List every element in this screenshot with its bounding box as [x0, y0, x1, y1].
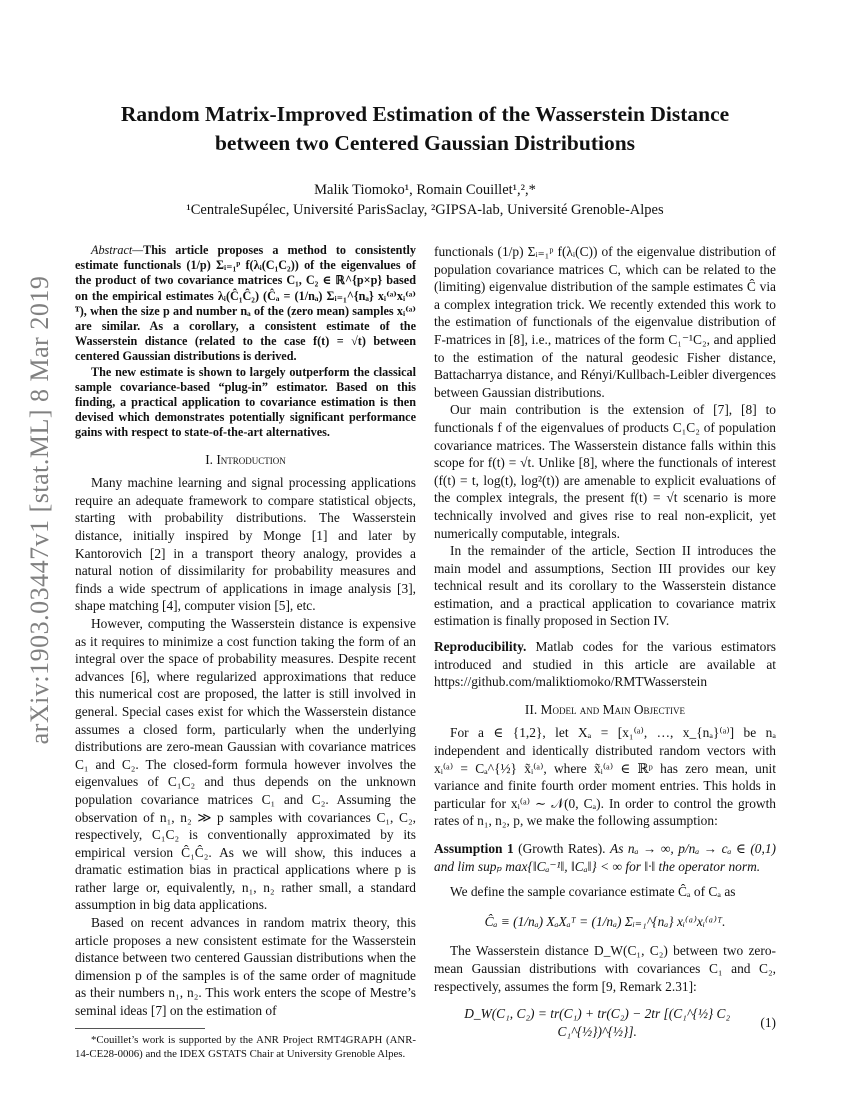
roadmap-paragraph: In the remainder of the article, Section II introduces the main model and assumptions, Section III provides our key technical result and its corollary to the Wasserstein distance estimation, and a practical application to covariance matrix estimation is finally proposed in Section IV.: [434, 543, 776, 629]
equation-sample-covariance: Ĉₐ ≡ (1/nₐ) XₐXₐᵀ = (1/nₐ) Σᵢ₌₁^{nₐ} xᵢ⁽ᵃ⁾xᵢ⁽ᵃ⁾ᵀ.: [484, 913, 726, 929]
spacer: [434, 630, 776, 638]
assumption-text: As nₐ → ∞, p/nₐ → cₐ ∈ (0,1) and lim supₚ max{‖Cₐ⁻¹‖, ‖Cₐ‖} < ∞ for ‖·‖ the operator norm.: [434, 841, 776, 874]
assumption-heading: Assumption 1: [434, 841, 514, 856]
model-paragraph-3: The Wasserstein distance D_W(C₁, C₂) between two zero-mean Gaussian distributions with covariances C₁ and C₂, respectively, assumes the form [9, Remark 2.31]:: [434, 943, 776, 994]
abstract-paragraph-2: The new estimate is shown to largely outperform the classical sample covariance-based “plug-in” estimator. Based on this finding, a practical application to covariance estimation is then devised which demonstrates potentially significant performance gains with respect to state-of-the-art alternatives.: [75, 364, 416, 440]
paper-title: [80, 100, 770, 158]
model-paragraph-2: We define the sample covariance estimate Ĉₐ of Cₐ as: [450, 884, 736, 900]
reproducibility-paragraph: [434, 638, 776, 691]
abstract-label: Abstract—: [91, 243, 144, 257]
contribution-paragraph: Our main contribution is the extension of [7], [8] to functionals f of the eigenvalues of products C₁C₂ of population covariance matrices. The Wasserstein distance falls within this scope for f(t) = √t. Unlike [8], where the functionals of interest (f(t) = t, log(t), log²(t)) are amenable to explicit evaluations of the complex integrals, the present f(t) = √t scenario is more technically involved and gives rise to real non-explicit, yet numerically computable, integrals.: [434, 402, 776, 541]
model-paragraph-1: For a ∈ {1,2}, let Xₐ = [x₁⁽ᵃ⁾, …, x_{nₐ}⁽ᵃ⁾] be nₐ independent and identically distributed random vectors with xᵢ⁽ᵃ⁾ = Cₐ^{½} x̃ᵢ⁽ᵃ⁾, where x̃ᵢ⁽ᵃ⁾ ∈ ℝᵖ has zero mean, unit variance and finite fourth order moment entries. This holds in particular for xᵢ⁽ᵃ⁾ ∼ 𝒩(0, Cₐ). In order to control the growth rates of n₁, n₂, p, we make the following assumption:: [434, 725, 776, 829]
reproducibility-label: Reproducibility.: [434, 639, 527, 655]
intro-paragraph-1: Many machine learning and signal processing applications require an adequate framework to compare statistical objects, starting with probability distributions. The Wasserstein distance, initially inspired by Monge [1] and later by Kantorovich [2] in a transport theory analogy, provides a natural notion of dissimilarity for probability measures and finds a wide spectrum of applications in image analysis [3], shape matching [4], computer vision [5], etc.: [75, 475, 416, 614]
spacer: [434, 875, 776, 883]
equation-wasserstein: [434, 1005, 776, 1040]
section-heading-model: II. Model and Main Objective: [524, 701, 686, 717]
footnote-funding: *Couillet’s work is supported by the ANR Project RMT4GRAPH (ANR-14-CE28-0006) and the IDEX GSTATS Chair at University Grenoble Alpes.: [75, 1033, 416, 1060]
title-line-1: Random Matrix-Improved Estimation of the Wasserstein Distance: [120, 102, 730, 126]
intro-paragraph-2: However, computing the Wasserstein distance is expensive as it requires to minimize a cost function taking the form of an integral over the space of probability measures. Despite recent advances [6], where regularized approximations that reduce this numerical cost are proposed, the latter is still involved in general. Special cases exist for which the Wasserstein distance assumes a closed form, particularly when the underlying distributions are zero-mean Gaussian with covariance matrices C₁ and C₂. The closed-form formula however involves the eigenvalues of C₁C₂ and thus depends on the unknown population covariance matrices C₁ and C₂. Assuming the observation of n₁, n₂ ≫ p samples with covariances C₁, C₂, respectively, C₁C₂ is conventionally approximated by its empirical version Ĉ₁Ĉ₂. As we will show, this induces a dramatic estimation bias in practical applications where p is rather large or, equivalently, n₁, n₂ rather small, a standard assumption in big data applications.: [75, 615, 416, 913]
arxiv-identifier: arXiv:1903.03447v1 [stat.ML] 8 Mar 2019: [25, 275, 54, 745]
author-affiliations: ¹CentraleSupélec, Université ParisSaclay, ²GIPSA-lab, Université Grenoble-Alpes: [186, 202, 664, 218]
section-heading-introduction: I. Introduction: [205, 451, 286, 467]
title-line-2: between two Centered Gaussian Distributions: [214, 131, 636, 155]
abstract-paragraph-1: [75, 243, 416, 365]
equation-number: (1): [760, 1014, 776, 1030]
arxiv-sidebar-stamp: [22, 275, 58, 745]
assumption-title: (Growth Rates).: [518, 841, 606, 856]
equation-wasserstein-body: D_W(C₁, C₂) = tr(C₁) + tr(C₂) − 2tr [(C₁^{½} C₂ C₁^{½})^{½}].: [464, 1006, 731, 1039]
author-names: Malik Tiomoko¹, Romain Couillet¹,²,*: [314, 182, 536, 198]
intro-continued-paragraph: functionals (1/p) Σᵢ₌₁ᵖ f(λᵢ(C)) of the eigenvalue distribution of population covariance matrices C, which can be related to the (limiting) eigenvalue distribution of the sample estimates Ĉ via a complex integration trick. We recently extended this work to the estimation of functionals of the eigenvalue distribution of F-matrices in [8], i.e., matrices of the form C₁⁻¹C₂, and applied to the estimation of the natural geodesic Fisher distance, Battacharrya distance, and Rényi/Kullbach-Leibler divergences between Gaussian distributions.: [434, 244, 776, 400]
intro-paragraph-3: Based on recent advances in random matrix theory, this article proposes a new consistent estimate for the Wasserstein distance between two centered Gaussian distributions when the dimension p of the samples is of the same order of magnitude as their numbers n₁, n₂. This work enters the scope of Mestre’s seminal ideas [7] on the estimation of: [75, 915, 416, 1019]
assumption-1: [434, 840, 776, 875]
footnote-rule: [75, 1028, 205, 1029]
right-column: [434, 243, 776, 1050]
abstract-text-1: This article proposes a method to consistently estimate functionals (1/p) Σᵢ₌₁ᵖ f(λᵢ(C₁C₂)) of the eigenvalues of the product of two covariance matrices C₁, C₂ ∈ ℝ^{p×p} based on the empirical estimates λᵢ(Ĉ₁Ĉ₂) (Ĉₐ = (1/nₐ) Σᵢ₌₁^{nₐ} xᵢ⁽ᵃ⁾xᵢ⁽ᵃ⁾ᵀ), when the size p and number nₐ of the (zero mean) samples xᵢ⁽ᵃ⁾ are similar. As a corollary, a consistent estimate of the Wasserstein distance (related to the case f(t) = √t) between centered Gaussian distributions is derived.: [75, 243, 416, 364]
reproducibility-text: Matlab codes for the various estimators introduced and studied in this article are available at https://github.com/maliktiomoko/RMTWasserstein: [434, 639, 776, 690]
author-block: [80, 180, 770, 220]
left-column: [75, 243, 416, 1061]
